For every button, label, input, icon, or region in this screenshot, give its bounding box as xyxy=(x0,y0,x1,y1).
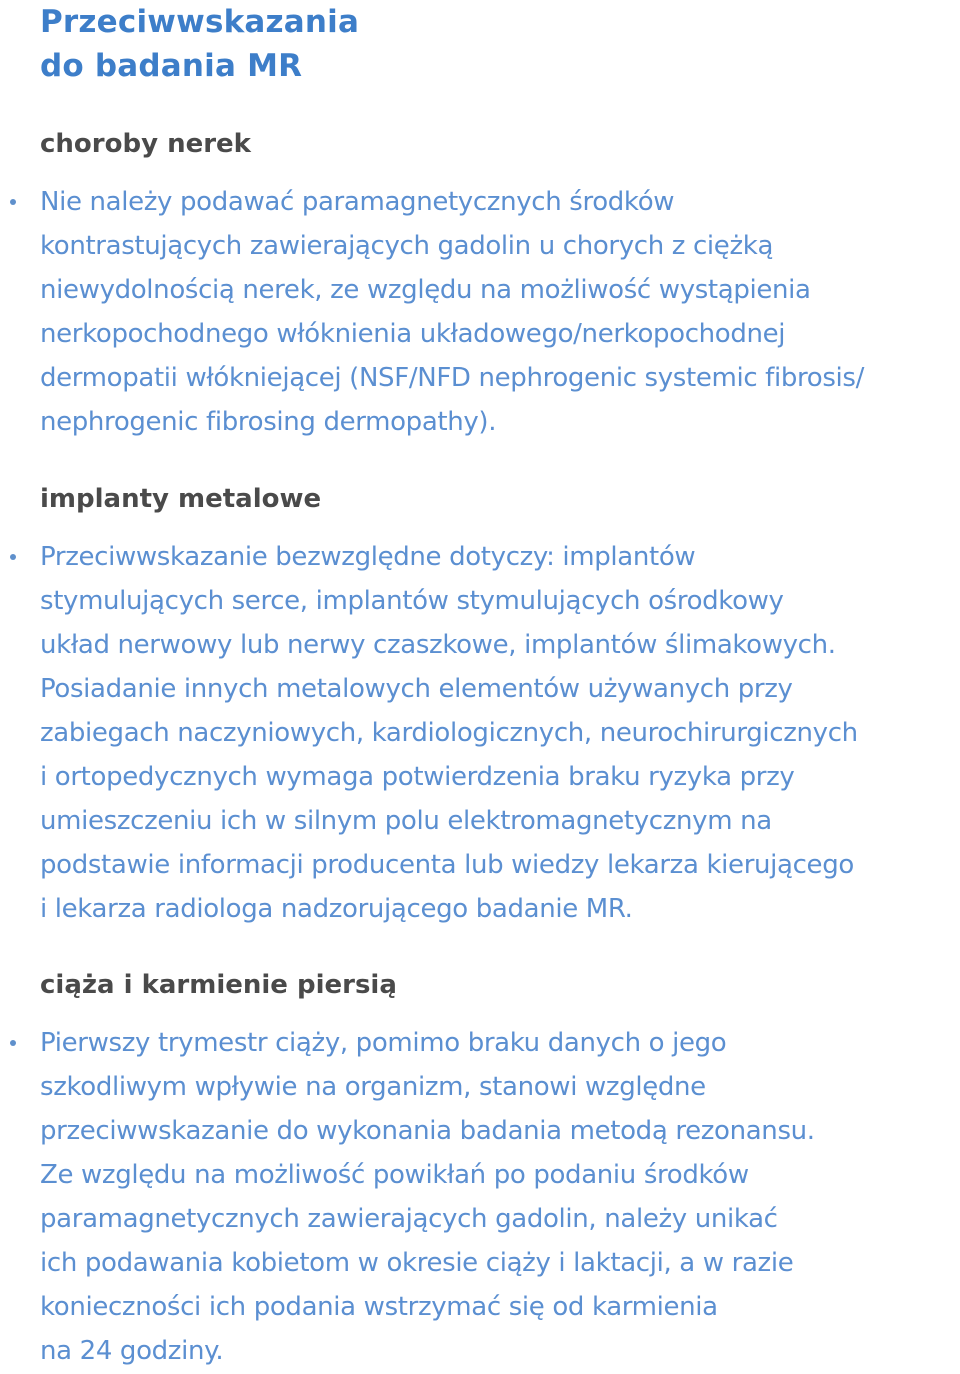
section-kidney-disease xyxy=(40,126,960,444)
bullet-text xyxy=(40,535,960,931)
text-line: Pierwszy trymestr ciąży, pomimo braku danych o jego xyxy=(40,1028,727,1058)
text-line: Posiadanie innych metalowych elementów używanych przy xyxy=(40,674,793,704)
bullet-item xyxy=(40,535,960,931)
text-line: dermopatii włókniejącej (NSF/NFD nephrogenic systemic fibrosis/ xyxy=(40,363,865,393)
text-line: konieczności ich podania wstrzymać się od karmienia xyxy=(40,1292,718,1322)
text-line: i lekarza radiologa nadzorującego badanie MR. xyxy=(40,894,633,924)
page xyxy=(40,0,960,1366)
text-line: niewydolnością nerek, ze względu na możliwość wystąpienia xyxy=(40,275,811,305)
text-line: Nie należy podawać paramagnetycznych środków xyxy=(40,187,675,217)
text-line: układ nerwowy lub nerwy czaszkowe, implantów ślimakowych. xyxy=(40,630,836,660)
section-pregnancy-breastfeeding xyxy=(40,967,960,1373)
section-metal-implants xyxy=(40,481,960,931)
bullet-dot-icon xyxy=(10,199,16,205)
bullet-text xyxy=(40,1021,960,1373)
text-line: szkodliwym wpływie na organizm, stanowi względne xyxy=(40,1072,706,1102)
text-line: ich podawania kobietom w okresie ciąży i laktacji, a w razie xyxy=(40,1248,794,1278)
bullet-item xyxy=(40,180,960,444)
text-line: nephrogenic fibrosing dermopathy). xyxy=(40,407,497,437)
text-line: kontrastujących zawierających gadolin u chorych z ciężką xyxy=(40,231,774,261)
text-line: podstawie informacji producenta lub wiedzy lekarza kierującego xyxy=(40,850,854,880)
bullet-item xyxy=(40,1021,960,1373)
text-line: i ortopedycznych wymaga potwierdzenia braku ryzyka przy xyxy=(40,762,795,792)
text-line: Przeciwwskazanie bezwzględne dotyczy: implantów xyxy=(40,542,696,572)
page-title-line-2: do badania MR xyxy=(40,48,303,84)
bullet-text xyxy=(40,180,960,444)
bullet-dot-icon xyxy=(10,554,16,560)
page-title xyxy=(40,0,960,88)
text-line: Ze względu na możliwość powikłań po podaniu środków xyxy=(40,1160,749,1190)
section-heading: ciąża i karmienie piersią xyxy=(40,970,397,1000)
bullet-dot-icon xyxy=(10,1040,16,1046)
page-title-line-1: Przeciwwskazania xyxy=(40,4,360,40)
text-line: przeciwwskazanie do wykonania badania metodą rezonansu. xyxy=(40,1116,815,1146)
text-line: stymulujących serce, implantów stymulujących ośrodkowy xyxy=(40,586,784,616)
text-line: paramagnetycznych zawierających gadolin, należy unikać xyxy=(40,1204,778,1234)
text-line: na 24 godziny. xyxy=(40,1336,224,1366)
section-heading: implanty metalowe xyxy=(40,484,322,514)
text-line: umieszczeniu ich w silnym polu elektromagnetycznym na xyxy=(40,806,772,836)
text-line: zabiegach naczyniowych, kardiologicznych, neurochirurgicznych xyxy=(40,718,858,748)
section-heading: choroby nerek xyxy=(40,129,251,159)
text-line: nerkopochodnego włóknienia układowego/nerkopochodnej xyxy=(40,319,786,349)
